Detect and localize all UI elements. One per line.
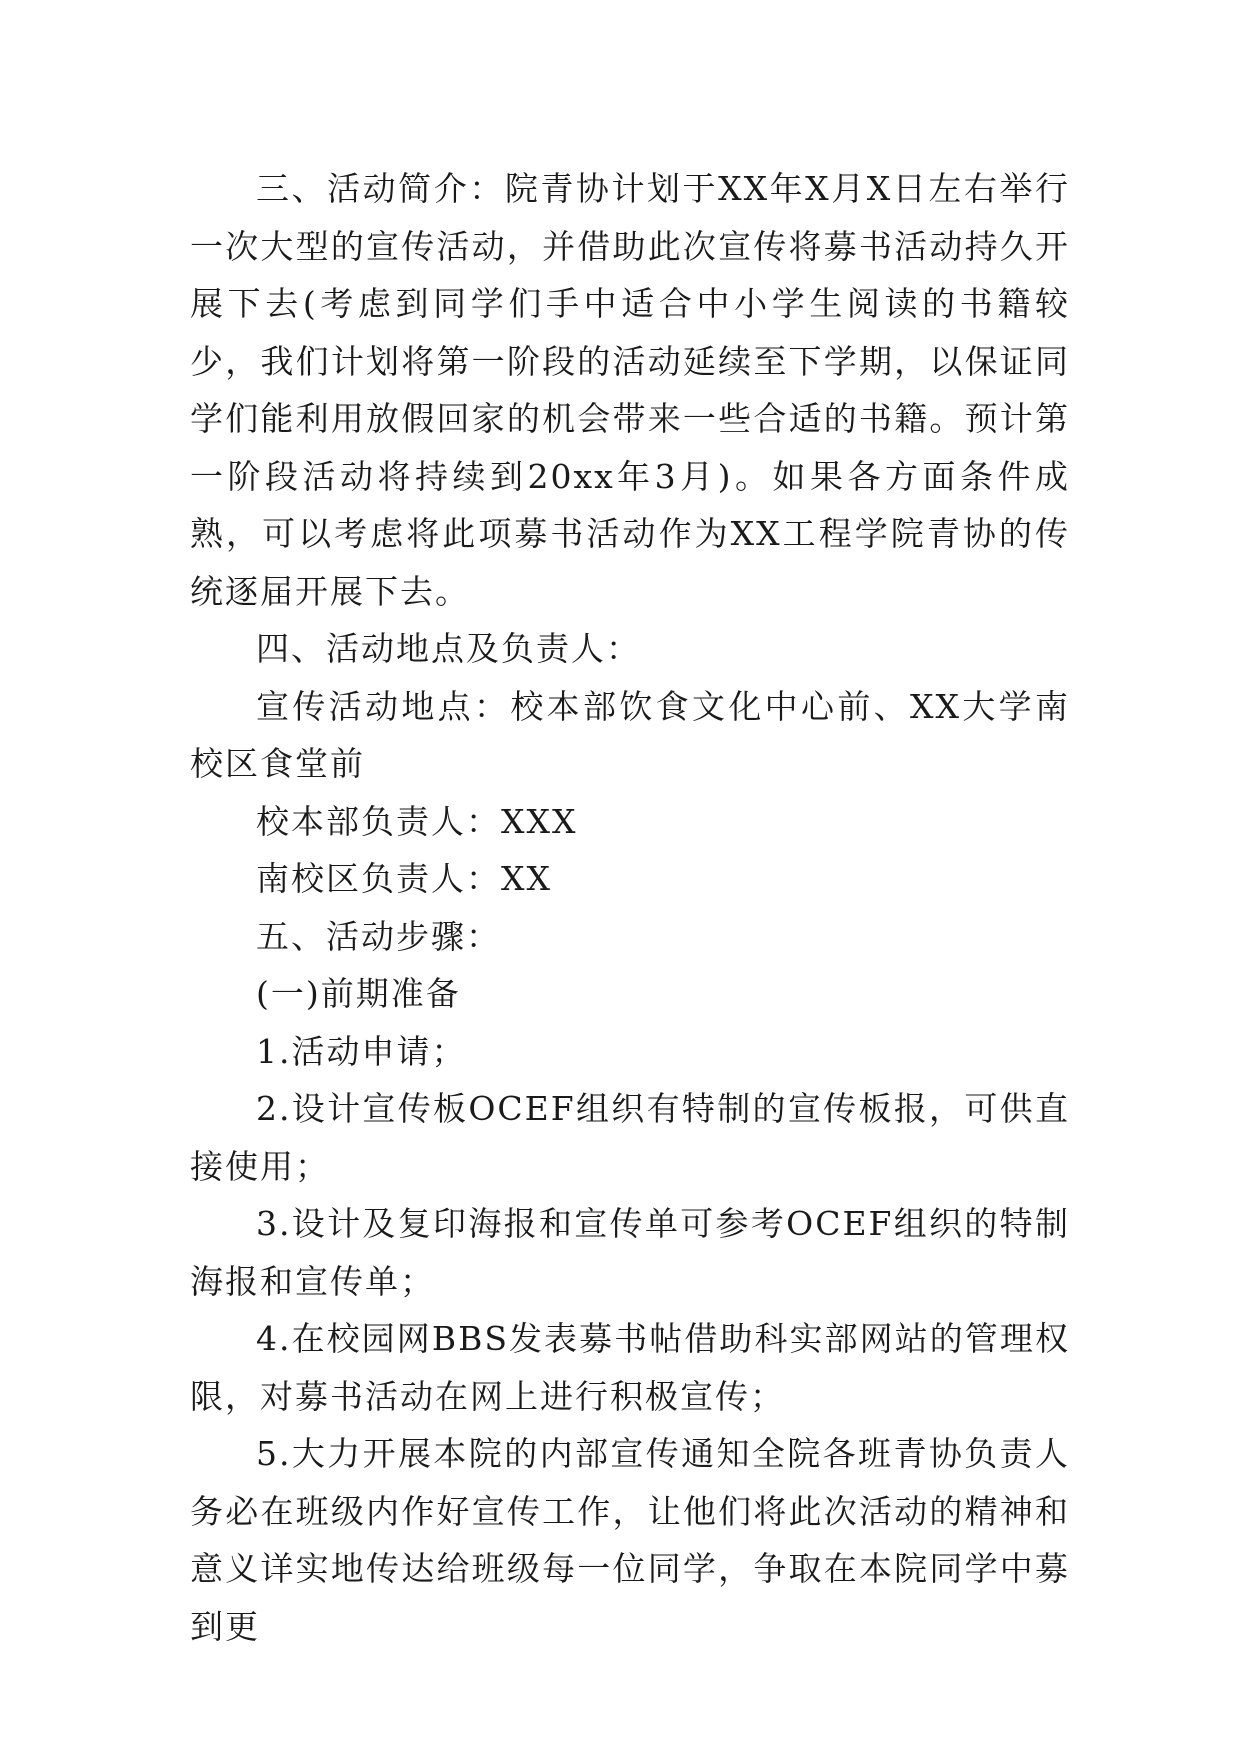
paragraph-step-2: 2.设计宣传板OCEF组织有特制的宣传板报，可供直接使用；	[190, 1089, 1070, 1186]
paragraph-step-3: 3.设计及复印海报和宣传单可参考OCEF组织的特制海报和宣传单；	[190, 1204, 1070, 1301]
paragraph-south-campus-lead: 南校区负责人：XX	[256, 859, 552, 898]
paragraph-preparation-heading: (一)前期准备	[256, 974, 461, 1013]
paragraph-location-heading: 四、活动地点及负责人：	[256, 629, 641, 668]
paragraph-step-4: 4.在校园网BBS发表募书帖借助科实部网站的管理权限，对募书活动在网上进行积极宣传；	[190, 1319, 1070, 1416]
paragraph-location: 宣传活动地点：校本部饮食文化中心前、XX大学南校区食堂前	[190, 686, 1070, 783]
paragraph-step-1: 1.活动申请；	[256, 1031, 467, 1071]
paragraph-steps-heading: 五、活动步骤：	[256, 916, 501, 956]
paragraph-main-campus-lead: 校本部负责人：XXX	[256, 801, 578, 841]
paragraph-activity-intro: 三、活动简介：院青协计划于XX年X月X日左右举行一次大型的宣传活动，并借助此次宣传将募书活动持久开展下去(考虑到同学们手中适合中小学生阅读的书籍较少，我们计划将第一阶段的活动延续至下学期，以保证同学们能利用放假回家的机会带来一些合适的书籍。预计第一阶段活动将持续到20xx年3月)。如果各方面条件成熟，可以考虑将此项募书活动作为XX工程学院青协的传统逐届开展下去。	[190, 169, 1070, 611]
document-body	[190, 160, 1070, 1655]
paragraph-step-5: 5.大力开展本院的内部宣传通知全院各班青协负责人务必在班级内作好宣传工作，让他们将此次活动的精神和意义详实地传达给班级每一位同学，争取在本院同学中募到更	[190, 1434, 1070, 1646]
